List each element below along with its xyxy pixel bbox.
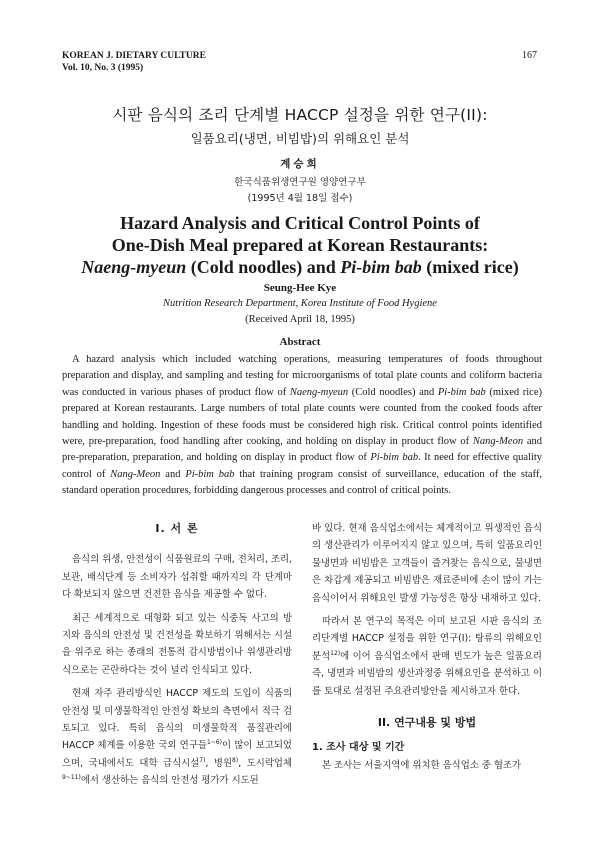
abstract-segment: (Cold noodles) and bbox=[348, 386, 438, 398]
journal-name: KOREAN J. DIETARY CULTURE bbox=[62, 51, 206, 61]
abstract-heading: Abstract bbox=[279, 336, 321, 348]
english-author: Seung-Hee Kye bbox=[263, 282, 337, 294]
abstract-term: Nang-Meon bbox=[472, 436, 524, 448]
abstract-term: Nang-Meon bbox=[110, 468, 161, 480]
title-cold-noodles: (Cold noodles) and bbox=[186, 257, 341, 277]
abstract-text bbox=[62, 352, 542, 500]
abstract-term: Pi-bim bab bbox=[437, 386, 486, 398]
korean-author: 계승희 bbox=[280, 158, 320, 170]
abstract-segment: that training program consist of surveillance, education of the staff, standard operation procedures, forbidding dangerous processes and control of critical points. bbox=[62, 468, 542, 497]
paragraph-segment: 이 많이 보고되었으며, 국내에서도 대학 급식시설 bbox=[62, 740, 292, 769]
abstract-segment: (mixed rice) prepared at Korean restaurants. Large numbers of total plate counts were counted from the cooked foods after handling and holding. Ingestion of these foods must be considered high risk. Critical control points identified were, pre-preparation, food handling after cooking, and holding on display in product flow of bbox=[62, 386, 542, 448]
citation: 8) bbox=[232, 756, 239, 764]
right-column bbox=[312, 520, 542, 780]
korean-affiliation: 한국식품위생연구원 영양연구부 bbox=[234, 177, 366, 188]
citation: 7) bbox=[199, 756, 206, 764]
korean-received-date: (1995년 4월 18일 접수) bbox=[247, 193, 353, 204]
body-paragraph: 바 있다. 현재 음식업소에서는 체계적이고 위생적인 음식의 생산관리가 이루어지지 않고 있으며, 특히 일품요리인 물냉면과 비빔밥은 고객들이 즐겨찾는 음식으로, 물냉면은 차갑게 제공되고 비빔밥은 재료준비에 손이 많이 가는 음식이어서 위해요인 발생 가능성은 항상 내재하고 있다. bbox=[312, 523, 542, 604]
english-received-date: (Received April 18, 1995) bbox=[245, 314, 355, 325]
english-title bbox=[0, 212, 600, 278]
section-heading-introduction: I. 서 론 bbox=[155, 522, 199, 535]
abstract-segment: . It need for effective quality control of bbox=[62, 452, 543, 480]
title-naeng-myeun: Naeng-myeun bbox=[81, 257, 187, 277]
abstract-term: Naeng-myeun bbox=[289, 386, 349, 398]
paragraph-segment: , 도시락업체 bbox=[238, 757, 292, 769]
citation: 12) bbox=[330, 649, 341, 657]
paragraph-segment: 에서 생산하는 음식의 안전성 평가가 시도된 bbox=[80, 775, 259, 787]
section-heading-methods: II. 연구내용 및 방법 bbox=[377, 716, 477, 730]
paragraph-segment: 따라서 본 연구의 목적은 이미 보고된 시판 음식의 조리단계별 HACCP 설정을 위한 연구(I): 탕류의 위해요인 분석 bbox=[312, 616, 542, 662]
body-paragraph bbox=[312, 613, 542, 700]
body-paragraph: 음식의 위생, 안전성이 식품원료의 구매, 전처리, 조리, 보관, 배식단계 등 소비자가 섭취할 때까지의 각 단계마다 확보되지 않으면 건전한 음식을 제공할 수 없다. bbox=[62, 554, 292, 601]
left-column bbox=[62, 520, 292, 796]
subsection-heading: 1. 조사 대상 및 기간 bbox=[312, 742, 405, 754]
paragraph-segment: 현재 자주 관리방식인 HACCP 제도의 도입이 식품의 안전성 및 미생물학적인 안전성 확보의 측면에서 적극 검토되고 있다. 특히 음식의 미생물학적 품질관리에 HACCP 체계를 이용한 국외 연구들 bbox=[62, 688, 292, 752]
abstract-term: Pi-bim bab bbox=[185, 468, 235, 480]
english-title-line-3 bbox=[0, 256, 600, 278]
korean-title: 시판 음식의 조리 단계별 HACCP 설정을 위한 연구(II): bbox=[112, 106, 488, 124]
paragraph-segment: , 병원 bbox=[205, 757, 233, 769]
body-paragraph bbox=[62, 685, 292, 789]
title-mixed-rice: (mixed rice) bbox=[421, 257, 519, 277]
citation: 9~11) bbox=[62, 774, 81, 782]
journal-volume: Vol. 10, No. 3 (1995) bbox=[62, 63, 144, 73]
abstract-segment: and bbox=[160, 468, 186, 480]
paragraph-segment: 에 이어 음식업소에서 판매 빈도가 높은 일품요리 즉, 냉면과 비빔밥의 생산과정중 위해요인을 분석하고 이를 토대로 설정된 주요관리방안을 제시하고자 한다. bbox=[312, 650, 542, 697]
english-title-line-2: One-Dish Meal prepared at Korean Restaurants: bbox=[111, 235, 489, 255]
english-affiliation: Nutrition Research Department, Korea Institute of Food Hygiene bbox=[163, 298, 437, 309]
body-paragraph: 본 조사는 서울지역에 위치한 음식업소 중 협조가 bbox=[322, 759, 522, 771]
journal-header bbox=[62, 50, 206, 74]
page-number: 167 bbox=[522, 50, 537, 61]
body-paragraph: 최근 세계적으로 대형화 되고 있는 식중독 사고의 방지와 음식의 안전성 및 건전성을 확보하기 위해서는 시설을 위주로 하는 종래의 전통적 감시방법이나 위생관리방식으로는 곤란하다는 것이 널리 인식되고 있다. bbox=[62, 612, 292, 676]
abstract-term: Pi-bim bab bbox=[370, 452, 419, 464]
citation: 1~6) bbox=[206, 739, 222, 747]
english-title-line-1: Hazard Analysis and Critical Control Points of bbox=[120, 213, 480, 233]
korean-subtitle: 일품요리(냉면, 비빔밥)의 위해요인 분석 bbox=[190, 131, 410, 146]
abstract-segment: and pre-preparation, preparation, and holding on display in product flow of bbox=[62, 436, 542, 464]
title-pi-bim-bab: Pi-bim bab bbox=[340, 257, 422, 277]
abstract-segment: A hazard analysis which included watching operations, measuring temperatures of foods throughout preparation and display, and sampling and testing for microorganisms of total plate counts and coliform bacteria was conducted in various phases of product flow of bbox=[62, 354, 542, 398]
